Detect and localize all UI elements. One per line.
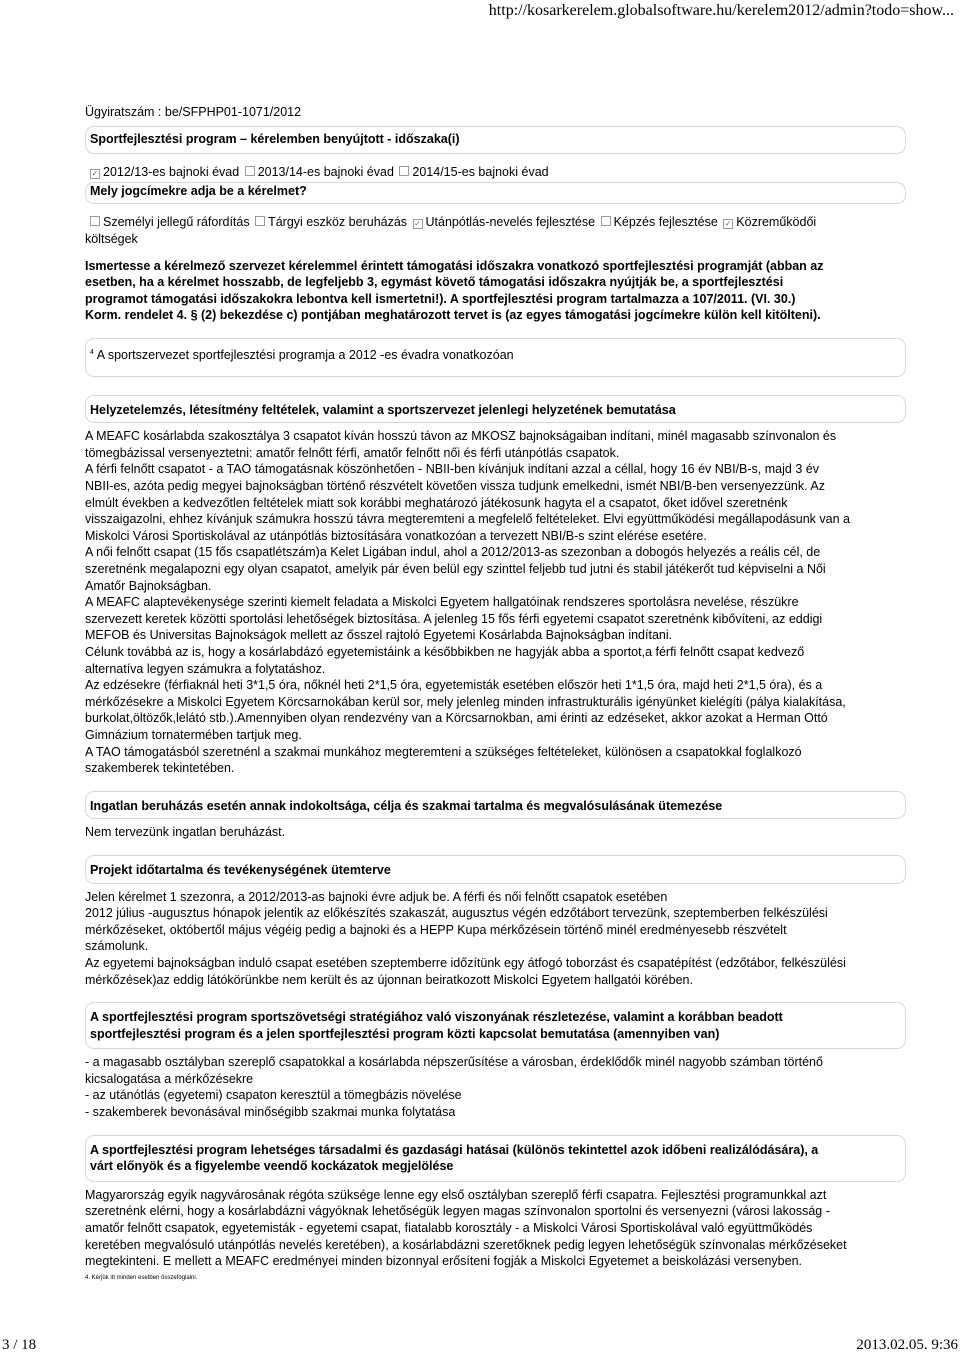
season-3[interactable]: 2014/15-es bajnoki évad	[397, 165, 548, 179]
season-1[interactable]: ✓ 2012/13-es bajnoki évad	[91, 165, 240, 180]
instructions: Ismertesse a kérelmező szervezet kérelemmel érintett támogatási időszakra vonatkozó sportfejlesztési programját (abban az esetben, ha a kérelmet hosszabb, de legfeljebb 3, egymást követő támogatási időszakra nyújtják be, a sportfejlesztési programot támogatási időszakokra lebontva kell ismertetni!). A sportfejlesztési program tartalmazza a 107/2011. (VI. 30.) Korm. rendelet 4. § (2) bekezdése c) pontjában meghatározott tervet is (az egyes támogatási jogcímekre külön kell kitölteni).	[85, 258, 824, 323]
title-4[interactable]: Képzés fejlesztése	[599, 215, 718, 229]
checkbox-checked-icon[interactable]: ✓	[91, 169, 99, 179]
section-project-schedule	[85, 855, 906, 884]
title-3[interactable]: ✓ Utánpótlás-nevelés fejlesztése	[414, 215, 596, 230]
checkbox-checked-icon[interactable]: ✓	[414, 219, 421, 229]
section-title: Projekt időtartalma és tevékenységének ütemterve	[90, 862, 391, 877]
page-url: http://kosarkerelem.globalsoftware.hu/kerelem2012/admin?todo=show...	[488, 2, 954, 19]
section-body: Nem tervezünk ingatlan beruházást.	[85, 825, 286, 840]
document-content	[85, 104, 905, 1282]
section-title: Helyzetelemzés, létesítmény feltételek, valamint a sportszervezet jelenlegi helyzetének bemutatása	[90, 402, 676, 417]
legal-titles-row	[85, 214, 905, 247]
checkbox-unchecked-icon[interactable]	[601, 216, 611, 226]
section-situation-analysis	[85, 395, 906, 424]
checkbox-checked-icon[interactable]: ✓	[724, 219, 732, 229]
period-box-title: Sportfejlesztési program – kérelemben benyújtott - időszaka(i)	[90, 131, 460, 146]
page-counter: 3 / 18	[2, 1337, 37, 1353]
legal-titles-box	[85, 182, 906, 205]
section-title-line-2: várt előnyök és a figyelembe veendő kockázatok megjelölése	[90, 1159, 454, 1174]
checkbox-unchecked-icon[interactable]	[90, 216, 100, 226]
title-5[interactable]: ✓ Közreműködői	[724, 215, 817, 230]
season-2[interactable]: 2013/14-es bajnoki évad	[243, 165, 394, 179]
title-2[interactable]: Tárgyi eszköz beruházás	[253, 215, 407, 229]
section-title: Ingatlan beruházás esetén annak indokoltsága, célja és szakmai tartalma és megvalósulásának ütemezése	[90, 798, 723, 813]
section-title-line-1: A sportfejlesztési program sportszövetségi stratégiához való viszonyának részletezése, valamint a korábban beadott	[90, 1010, 783, 1025]
program-box-title: $^4$ A sportszervezet sportfejlesztési programja a 2012 -es évadra vonatkozóan	[90, 348, 514, 363]
checkbox-unchecked-icon[interactable]	[255, 216, 265, 226]
seasons-row	[85, 164, 905, 181]
print-datetime: 2013.02.05. 9:36	[856, 1337, 958, 1353]
footnote-marker: 4	[90, 348, 94, 356]
titles-continuation: költségek	[85, 231, 138, 246]
footnote: 4. Kérjük itt minden esetben összefoglalni.	[85, 1274, 198, 1281]
section-real-estate	[85, 791, 906, 820]
section-body: A MEAFC kosárlabda szakosztálya 3 csapatot kíván hosszú távon az MKOSZ bajnokságaiban indítani, minél magasabb színvonalon és tömegbázissal versenyeztetni: amatőr felnőtt férfi, amatőr felnőtt női és férfi utánpótlás csapatok. A férfi felnőtt csapatot - a TAO támogatásnak köszönhetően - NBII-ben kívánjuk indítani azzal a céllal, hogy 16 év NBI/B-s, majd 3 év NBII-es, azóta pedig megyei bajnokságban történő részvételt követően vissza tudjunk emelkedni, ismét NBI/B-ben versenyezzünk. Az elmúlt években a kedvezőtlen feltételek miatt sok korábbi meghatározó játékosunk hagyta el a csapatot, őket idővel szeretnénk visszaigazolni, ehhez kívánjuk számukra hosszú távra megteremteni a megfelelő feltételeket. Elvi együttműködési megállapodásunk van a Miskolci Városi Sportiskolával az utánpótlás biztosítására vonatkozóan a tervezett NBI/B-s szint elérése esetére. A női felnőtt csapat (15 fős csapatlétszám)a Kelet Ligában indul, ahol a 2012/2013-as szezonban a dobogós helyezés a reális cél, de szeretnénk megalapozni egy olyan csapatot, amelyik pár éven belül egy szinttel feljebb tud jutni és stabil játékerőt tud képviselni a Női Amatőr Bajnokságban. A MEAFC alaptevékenysége szerinti kiemelt feladata a Miskolci Egyetem hallgatóinak rendszeres sportolásra nevelése, részükre szervezett keretek közötti sportolási lehetőségek biztosítása. A jelenleg 15 fős férfi egyetemi csapatot szeretnénk kibővíteni, az eddigi MEFOB és Universitas Bajnokságok mellett az ősszel rajtoló Egyetemi Kosárlabda Bajnokságban indítani. Célunk továbbá az is, hogy a kosárlabdázó egyetemistáink a későbbikben ne hagyják abba a sportot,a férfi felnőtt csapat kedvező alternatíva legyen számukra a folytatáshoz. Az edzésekre (férfiaknál heti 3*1,5 óra, nőknél heti 2*1,5 óra, egyetemisták esetében először heti 1*1,5 óra, majd heti 2*1,5 óra), és a mérkőzésekre a Miskolci Egyetem Körcsarnokában kerül sor, mely jelenleg minden infrastrukturális igényünket kielégíti (pálya kialakítása, burkolat,öltözők,lelátó stb.).Amennyiben olyan rendezvény van a Körcsarnokban, ami érinti az edzéseket, akkor azokat a Herman Ottó Gimnázium tornatermében tartjuk meg. A TAO támogatásból szeretnénl a szakmai munkához megteremteni a szükséges feltételeket, különösen a csapatokkal foglalkozó szakemberek tekintetében.	[85, 429, 850, 776]
section-title-line-1: A sportfejlesztési program lehetséges társadalmi és gazdasági hatásai (különös tekintettel azok időbeni realizálódására), a	[90, 1142, 819, 1157]
checkbox-unchecked-icon[interactable]	[245, 166, 255, 176]
program-box	[85, 338, 906, 377]
checkbox-unchecked-icon[interactable]	[399, 166, 409, 176]
period-box	[85, 126, 906, 155]
section-body: Jelen kérelmet 1 szezonra, a 2012/2013-as bajnoki évre adjuk be. A férfi és női felnőtt csapatok esetében 2012 július -augusztus hónapok jelentik az előkészítés szakaszát, augusztus végén edzőtábort tervezünk, szeptemberben felkészülési mérkőzéseket, októbertől május végéig pedig a bajnoki és a HEPP Kupa mérkőzésein történő minél eredményesebb részvételt számolunk. Az egyetemi bajnokságban induló csapat esetében szeptemberre időzítünk egy átfogó toborzást és csapatépítést (edzőtábor, felkészülési mérkőzések)az eddig látókörünkbe nem került és az újonnan beiratkozott Miskolci Egyetem hallgatói körében.	[85, 889, 846, 987]
title-1[interactable]: Személyi jellegű ráfordítás	[88, 215, 250, 229]
section-social-economic-impact	[85, 1135, 906, 1182]
section-title-line-2: sportfejlesztési program és a jelen sportfejlesztési program közti kapcsolat bemutatása (amennyiben van)	[90, 1026, 720, 1041]
section-body: Magyarország egyik nagyvárosának régóta szüksége lenne egy első osztályban szereplő férfi csapatra. Fejlesztési programunkkal azt szeretnénk elérni, hogy a kosárlabdázni vágyóknak lehetőségük legyen magas színvonalon sportolni és versenyezni (városi lakosság - amatőr felnőtt csapatok, egyetemisták - egyetemi csapat, fiatalabb korosztály - a Miskolci Városi Sportiskolával való együttműködés keretében megvalósuló utánpótlás nevelés keretében), a kosárlabdázni szeretőknek pedig legyen lehetőségük színvonalas mérkőzéseket megtekinteni. E mellett a MEAFC eredményei minden bizonnyal erősíteni fogják a Miskolci Egyetemet a beiskolázási versenyben.	[85, 1187, 847, 1269]
legal-title-question: Mely jogcímekre adja be a kérelmet?	[90, 183, 307, 198]
section-federation-strategy	[85, 1002, 906, 1049]
case-number: Ügyiratszám : be/SFPHP01-1071/2012	[85, 105, 302, 119]
section-body: - a magasabb osztályban szereplő csapatokkal a kosárlabda népszerűsítése a városban, érdeklődők minél nagyobb számban történő kicsalogatása a mérkőzésekre - az utánótlás (egyetemi) csapaton keresztül a tömegbázis növelése - szakemberek bevonásával minőségibb szakmai munka folytatása	[85, 1055, 823, 1120]
